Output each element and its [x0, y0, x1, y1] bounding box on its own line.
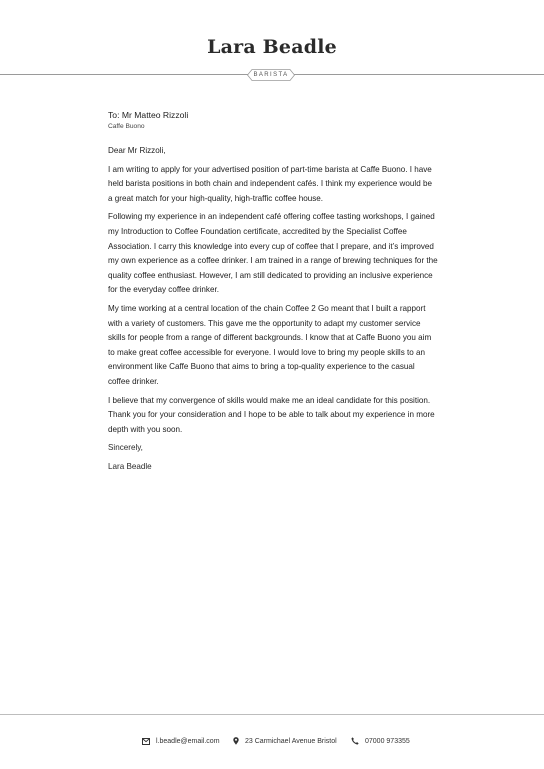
contact-footer [0, 735, 544, 747]
paragraph: Following my experience in an independent café offering coffee tasting workshops, I gained my Introduction to Coffee Foundation certificate, accredited by the Specialist Coffee Association. I carry this knowledge into every cup of coffee that I prepare, and it’s improved my own experience as a coffee drinker. I am trained in a range of brewing techniques for the quality coffee enthusiast. However, I am still dedicated to providing an inclusive experience for the everyday coffee drinker. [108, 212, 438, 295]
footer-email[interactable] [142, 735, 220, 747]
envelope-icon [142, 738, 150, 745]
cover-letter-body [108, 109, 438, 474]
paragraph: I am writing to apply for your advertised position of part-time barista at Caffe Buono. I have held barista positions in both chain and independent cafés. I think my experience would be a great match for your high-quality, high-traffic coffee house. [108, 164, 432, 203]
address-text: 23 Carmichael Avenue Bristol [245, 737, 337, 745]
recipient-company: Caffe Buono [108, 123, 145, 130]
footer-phone[interactable] [351, 735, 410, 747]
footer-divider [0, 714, 544, 715]
paragraph: My time working at a central location of the chain Coffee 2 Go meant that I built a rapport with a variety of customers. This gave me the opportunity to adapt my customer service skills for people from a range of different backgrounds. I know that at Caffe Buono you aim to make great coffee accessible for everyone. I would love to bring my people skills to an environment like Caffe Buono that aims to bring a top-quality experience to the casual coffee drinker. [108, 303, 432, 386]
paragraph: I believe that my convergence of skills would make me an ideal candidate for this position. Thank you for your consideration and I hope to be able to talk about my experience in more depth with you soon. [108, 395, 435, 434]
salutation: Dear Mr Rizzoli, [108, 146, 166, 155]
resume-header [0, 0, 544, 90]
footer-address [233, 735, 337, 747]
recipient-name: To: Mr Matteo Rizzoli [108, 110, 189, 120]
job-title-badge [247, 69, 295, 81]
applicant-name: Lara Beadle [207, 36, 337, 58]
closing: Sincerely, [108, 443, 143, 453]
location-pin-icon [233, 737, 239, 745]
phone-icon [351, 737, 359, 745]
email-text: l.beadle@email.com [156, 737, 220, 745]
signature-name: Lara Beadle [108, 461, 152, 471]
phone-text: 07000 973355 [365, 737, 410, 745]
job-title: BARISTA [253, 72, 289, 78]
